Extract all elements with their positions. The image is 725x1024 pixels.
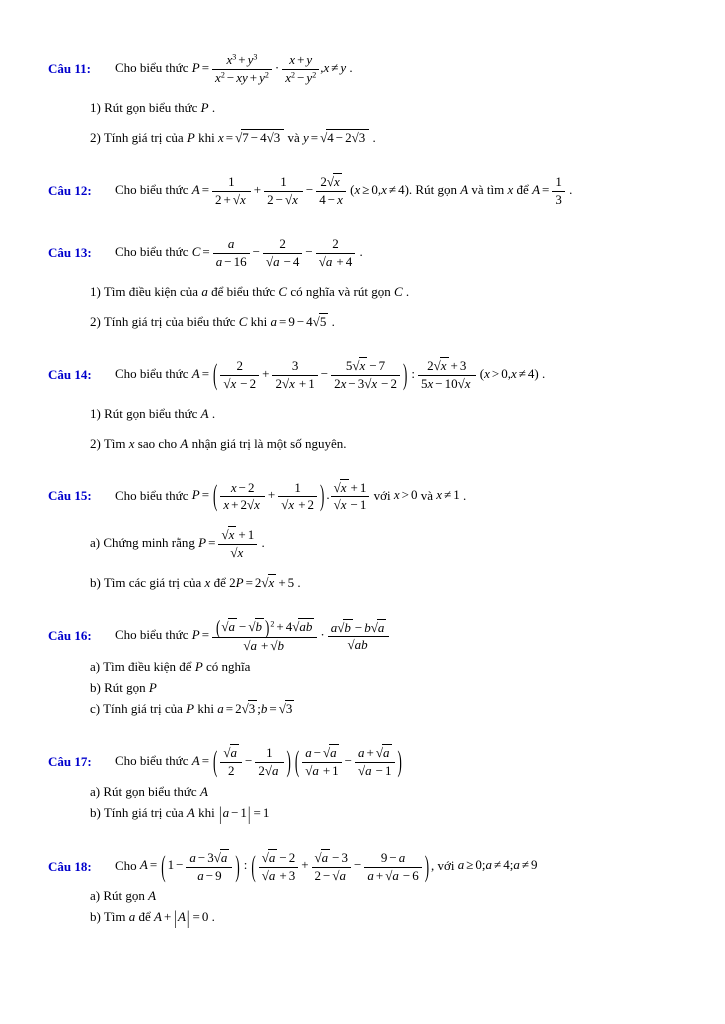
math-expression: P = ( $\frac{x - 2}{x + 2√x}$ + $\frac{1}{√x + 2}$ ) . $\frac{√x + 1}{√x - 1}$ (192, 487, 371, 502)
math-expression: C (278, 283, 288, 299)
math-expression: x ≠ 1 (436, 487, 460, 503)
text-run: và (417, 487, 437, 503)
math-expression: x (204, 575, 211, 591)
question-statement (115, 615, 390, 653)
text-run: . (402, 283, 410, 299)
text-run: 2) Tính giá trị của (90, 129, 187, 145)
text-run: 1) Rút gọn biểu thức (90, 405, 201, 421)
text-run: Cho biểu thức (115, 59, 192, 75)
question-item (90, 906, 701, 929)
math-expression: A (186, 804, 195, 820)
text-run: Cho biểu thức (115, 627, 192, 643)
math-expression: A = ( $\frac{2}{√x - 2}$ + $\frac{3}{2√x + 1}$ − $\frac{5√x - 7}{2x - 3√x - 2}$ ) : $\frac{2√x + 3}{5x - 10√x}$ (192, 366, 477, 381)
question-statement (115, 236, 363, 270)
math-expression: C (393, 283, 403, 299)
question-statement (115, 745, 404, 779)
math-expression: A (460, 181, 469, 197)
text-run: , với (431, 857, 458, 873)
text-run: . (565, 181, 573, 197)
question-head (48, 850, 701, 884)
math-expression: A + |A| = 0 (154, 906, 209, 929)
text-run: b) Rút gọn (90, 679, 149, 695)
text-run: và (284, 129, 303, 145)
text-run: sao cho (134, 435, 181, 451)
math-expression: A = $\frac{1}{2 + √x}$ + $\frac{1}{2 - √x}$ − $\frac{2√x}{4 - x}$ (192, 182, 347, 197)
text-run: khi (247, 313, 271, 329)
math-expression: |a − 1| = 1 (218, 801, 270, 824)
question-head (48, 236, 701, 270)
question-head (48, 480, 701, 514)
text-run: . (208, 909, 215, 925)
question-item (90, 575, 701, 591)
math-expression: (x ≥ 0,x ≠ 4) (350, 181, 409, 197)
question-block (48, 52, 701, 146)
question-item (90, 701, 701, 717)
math-expression: A (200, 405, 209, 421)
math-expression: P = $\frac{x^3 + y^3}{x^2 - xy + y^2}$ · $\frac{x + y}{x^2 - y^2}$ ,x ≠ y (191, 52, 347, 85)
question-statement (115, 52, 353, 86)
question-label: Câu 17: (48, 753, 92, 769)
question-label: Câu 14: (48, 366, 92, 382)
text-run: khi (194, 804, 218, 820)
text-run: để biểu thức (207, 283, 279, 299)
text-run: khi (194, 129, 218, 145)
text-run: a) Rút gọn (90, 888, 149, 904)
text-run: . (346, 59, 353, 75)
question-statement (115, 358, 545, 392)
text-run: Cho (115, 857, 140, 873)
text-run: . (356, 243, 363, 259)
text-run: . (208, 405, 216, 421)
text-run: . (459, 487, 467, 503)
question-item (90, 659, 701, 675)
text-run: c) Tính giá trị của (90, 700, 187, 716)
question-statement (115, 480, 466, 514)
question-block (48, 358, 701, 452)
question-head (48, 174, 701, 208)
question-item (90, 436, 701, 452)
question-label: Câu 13: (48, 244, 92, 260)
math-expression: A (199, 783, 208, 799)
math-expression: A = $\frac{1}{3}$ (532, 182, 566, 197)
question-block (48, 615, 701, 716)
text-run: để (513, 181, 533, 197)
question-item (90, 680, 701, 696)
text-run: 1) Tìm điều kiện của (90, 283, 202, 299)
math-expression: A (180, 435, 189, 451)
math-expression: C (238, 313, 248, 329)
text-run: Cho biểu thức (115, 365, 192, 381)
text-run: . (328, 313, 335, 329)
question-block (48, 236, 701, 330)
question-block (48, 745, 701, 822)
math-expression: A = ( 1 − $\frac{a - 3√a}{a - 9}$ ) : ( $\frac{√a - 2}{√a + 3}$ + $\frac{√a - 3}{2 - √a}$ − $\frac{9 - a}{a + √a - 6}$ ) (139, 848, 430, 883)
text-run: nhận giá trị là một số nguyên. (188, 435, 347, 451)
text-run: . (258, 535, 265, 551)
text-run: có nghĩa (202, 658, 251, 674)
text-run: . (538, 365, 546, 381)
question-item (90, 130, 701, 146)
text-run: a) Chứng minh rằng (90, 535, 199, 551)
text-run: để (210, 575, 230, 591)
text-run: khi (194, 700, 218, 716)
text-run: có nghĩa và rút gọn (287, 283, 394, 299)
question-head (48, 52, 701, 86)
text-run: a) Tìm điều kiện để (90, 658, 195, 674)
question-statement (115, 174, 572, 208)
math-expression: P (148, 679, 157, 695)
question-head (48, 615, 701, 653)
question-item (90, 801, 701, 824)
text-run: b) Tìm các giá trị của (90, 575, 205, 591)
text-run: . Rút gọn (408, 181, 461, 197)
math-expression: P (186, 129, 195, 145)
text-run: . (369, 129, 376, 145)
question-statement (115, 850, 537, 884)
text-run: . (294, 575, 301, 591)
question-item (90, 527, 701, 561)
math-expression: P = $\frac{(√a - √b )^2 + 4√ab}{√a + √b}$ · $\frac{a√b - b√a}{√ab}$ (192, 627, 391, 642)
text-run: Cho biểu thức (115, 752, 192, 768)
question-head (48, 358, 701, 392)
math-expression: x (128, 435, 135, 451)
math-expression: P = $\frac{√x + 1}{√x}$ (198, 535, 258, 550)
text-run: Cho biểu thức (115, 487, 192, 503)
question-item (90, 100, 701, 116)
math-expression: P (194, 658, 203, 674)
math-expression: y = √4 − 2√3 (303, 130, 369, 145)
math-expression: A (148, 888, 157, 904)
question-item (90, 314, 701, 330)
math-expression: a ≥ 0;a ≠ 4;a ≠ 9 (457, 857, 538, 873)
math-expression: x > 0 (393, 487, 418, 503)
math-expression: a (128, 909, 136, 925)
text-run: Cho biểu thức (115, 243, 192, 259)
text-run: b) Tính giá trị của (90, 804, 187, 820)
question-label: Câu 15: (48, 488, 92, 504)
text-run: 2) Tìm (90, 435, 129, 451)
text-run: 1) Rút gọn biểu thức (90, 99, 201, 115)
question-head (48, 745, 701, 779)
math-expression: A = ( $\frac{√a}{2}$ − $\frac{1}{2√a}$ ) ( $\frac{a - √a}{√a + 1}$ − $\frac{a + √a}{√a - 1}$ ) (191, 743, 402, 778)
math-expression: P (186, 700, 195, 716)
questions-container (48, 52, 701, 929)
question-block (48, 850, 701, 927)
question-block (48, 480, 701, 592)
math-expression: x = √7 − 4√3 (218, 130, 284, 145)
question-label: Câu 18: (48, 858, 92, 874)
text-run: a) Rút gọn biểu thức (90, 783, 200, 799)
text-run: Cho biểu thức (115, 181, 192, 197)
text-run: với (370, 487, 394, 503)
math-expression: a (201, 283, 208, 299)
text-run: 2) Tính giá trị của biểu thức (90, 313, 239, 329)
question-label: Câu 12: (48, 182, 92, 198)
question-item (90, 284, 701, 300)
question-item (90, 888, 701, 904)
question-block (48, 174, 701, 208)
text-run: để (135, 909, 155, 925)
question-label: Câu 16: (48, 628, 92, 644)
math-expression: x (507, 181, 514, 197)
math-expression: (x > 0,x ≠ 4) (479, 365, 539, 381)
question-item (90, 406, 701, 422)
text-run: b) Tìm (90, 909, 129, 925)
math-expression: a = 2√3 ;b = √3 (217, 700, 293, 716)
question-label: Câu 11: (48, 60, 91, 76)
text-run: và tìm (468, 181, 508, 197)
math-expression: C = $\frac{a}{a - 16}$ − $\frac{2}{√a - 4}$ − $\frac{2}{√a + 4}$ (192, 244, 357, 259)
question-item (90, 784, 701, 800)
math-expression: P (200, 99, 209, 115)
math-expression: 2P = 2√x + 5 (229, 575, 295, 591)
math-expression: a = 9 − 4√5 (270, 313, 327, 329)
text-run: . (208, 99, 216, 115)
